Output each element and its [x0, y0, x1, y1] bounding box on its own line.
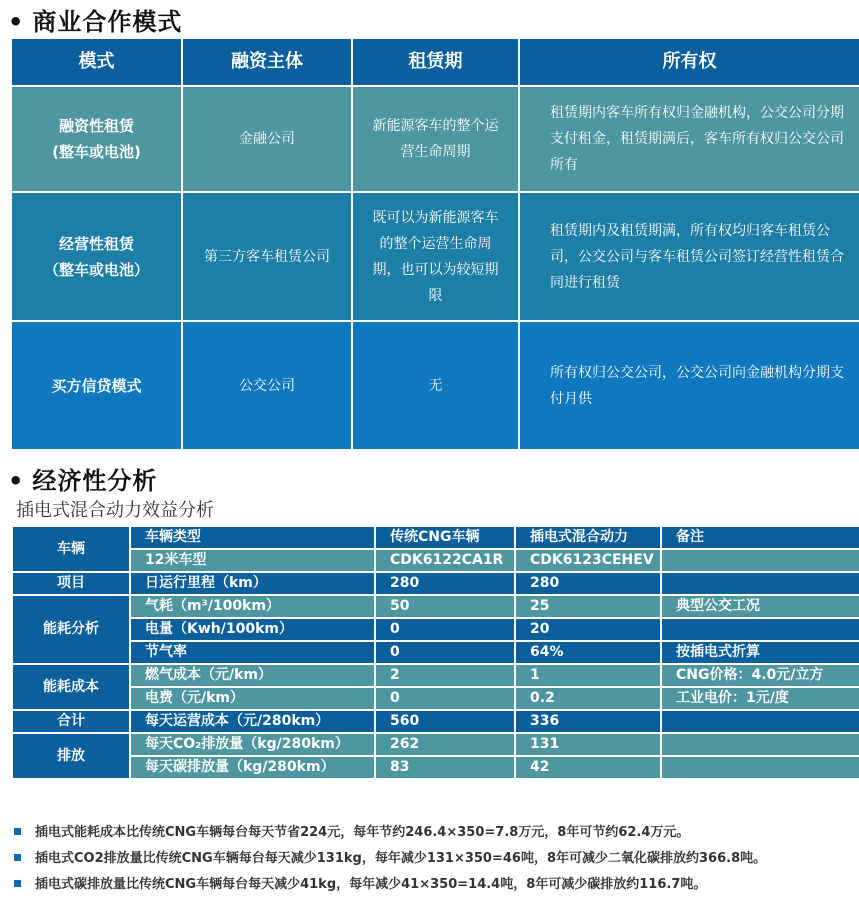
section-title-economy: • 经济性分析 [8, 467, 158, 495]
term-cell: 新能源客车的整个运营生命周期 [352, 86, 519, 192]
business-model-table [10, 37, 859, 451]
mode-cell: 买方信贷模式 [11, 321, 182, 450]
category-vehicle: 车辆 [12, 526, 130, 572]
bullet-dot: • [8, 8, 25, 36]
table-header-row [11, 38, 859, 86]
table-row: 排放 每天CO₂排放量（kg/280km） 262 131 [12, 733, 859, 756]
table-row: 节气率 0 64% 按插电式折算 [12, 641, 859, 664]
table-row: 车辆 车辆类型 传统CNG车辆 插电式混合动力 备注 [12, 526, 859, 549]
table-row: 每天碳排放量（kg/280km） 83 42 [12, 756, 859, 779]
table-row: 项目 日运行里程（km） 280 280 [12, 572, 859, 595]
entity-cell: 公交公司 [182, 321, 352, 450]
entity-cell: 金融公司 [182, 86, 352, 192]
header-term: 租赁期 [352, 38, 519, 86]
list-item: 插电式能耗成本比传统CNG车辆每台每天节省224元，每年节约246.4×350=7.8万元，8年可节约62.4万元。 [8, 820, 859, 846]
header-mode: 模式 [11, 38, 182, 86]
analysis-notes [8, 820, 859, 898]
section-title-business: • 商业合作模式 [8, 8, 183, 36]
square-bullet-icon [14, 854, 21, 861]
category-item: 项目 [12, 572, 130, 595]
table-row [11, 192, 859, 321]
square-bullet-icon [14, 880, 21, 887]
square-bullet-icon [14, 828, 21, 835]
entity-cell: 第三方客车租赁公司 [182, 192, 352, 321]
table-row [11, 86, 859, 192]
category-energy: 能耗分析 [12, 595, 130, 664]
ownership-cell: 租赁期内客车所有权归金融机构，公交公司分期支付租金，租赁期满后，客车所有权归公交公司所有 [519, 86, 859, 192]
category-emission: 排放 [12, 733, 130, 779]
table-row: 电费（元/km） 0 0.2 工业电价：1元/度 [12, 687, 859, 710]
category-cost: 能耗成本 [12, 664, 130, 710]
table-row: 能耗成本 燃气成本（元/km） 2 1 CNG价格：4.0元/立方 [12, 664, 859, 687]
list-item: 插电式CO2排放量比传统CNG车辆每台每天减少131kg，每年减少131×350=46吨，8年可减少二氧化碳排放约366.8吨。 [8, 846, 859, 872]
mode-cell: 经营性租赁 （整车或电池） [11, 192, 182, 321]
header-ownership: 所有权 [519, 38, 859, 86]
term-cell: 无 [352, 321, 519, 450]
term-cell: 既可以为新能源客车的整个运营生命周期，也可以为较短期限 [352, 192, 519, 321]
category-total: 合计 [12, 710, 130, 733]
mode-cell: 融资性租赁 (整车或电池) [11, 86, 182, 192]
section-subtitle: 插电式混合动力效益分析 [16, 500, 214, 521]
table-row: 能耗分析 气耗（m³/100km） 50 25 典型公交工况 [12, 595, 859, 618]
bullet-dot: • [8, 467, 25, 495]
table-row: 12米车型 CDK6122CA1R CDK6123CEHEV [12, 549, 859, 572]
benefit-analysis-table [11, 525, 859, 780]
ownership-cell: 租赁期内及租赁期满，所有权均归客车租赁公司，公交公司与客车租赁公司签订经营性租赁合同进行租赁 [519, 192, 859, 321]
ownership-cell: 所有权归公交公司，公交公司向金融机构分期支付月供 [519, 321, 859, 450]
header-entity: 融资主体 [182, 38, 352, 86]
list-item: 插电式碳排放量比传统CNG车辆每台每天减少41kg，每年减少41×350=14.4吨，8年可减少碳排放约116.7吨。 [8, 872, 859, 898]
table-row [11, 321, 859, 450]
table-row: 合计 每天运营成本（元/280km） 560 336 [12, 710, 859, 733]
table-row: 电量（Kwh/100km） 0 20 [12, 618, 859, 641]
